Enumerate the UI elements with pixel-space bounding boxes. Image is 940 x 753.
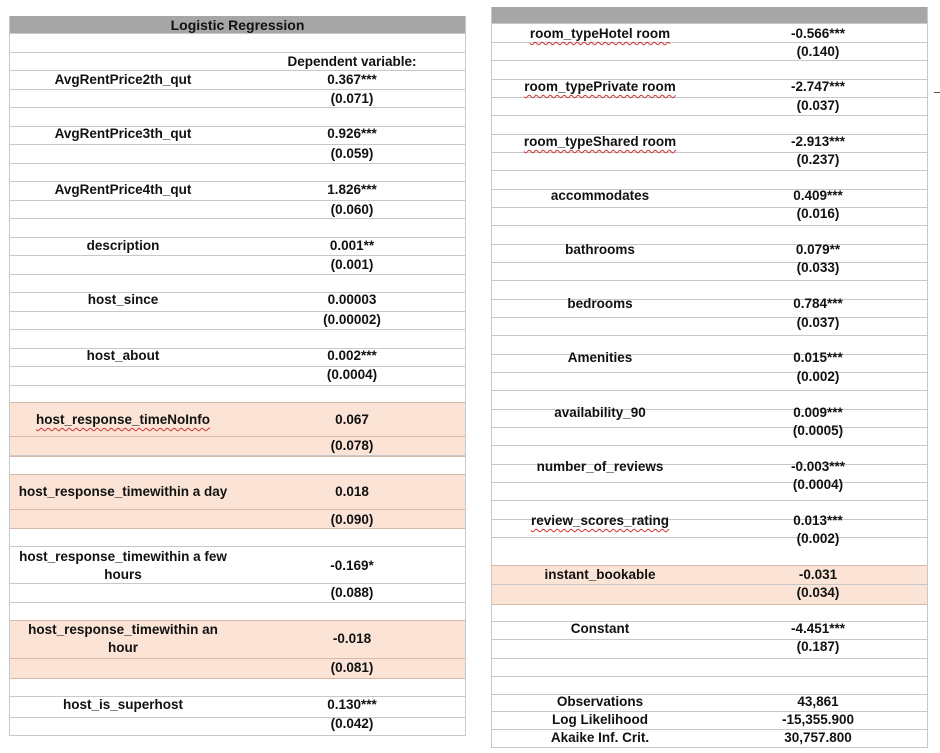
variable-name: number_of_reviews xyxy=(536,459,664,474)
coefficient: 0.002*** xyxy=(327,348,377,363)
standard-error: (0.071) xyxy=(330,91,374,106)
standard-error: (0.00002) xyxy=(323,312,381,327)
standard-error: (0.0005) xyxy=(792,423,844,438)
left-regression-table xyxy=(9,16,466,736)
variable-name: Amenities xyxy=(567,350,633,365)
standard-error: (0.0004) xyxy=(326,367,378,382)
table-header xyxy=(9,16,466,34)
standard-error: (0.090) xyxy=(330,512,374,527)
variable-name: room_typeShared room xyxy=(523,134,677,149)
variable-name: AvgRentPrice4th_qut xyxy=(54,182,192,197)
coefficient: 0.409*** xyxy=(793,188,843,203)
variable-name: host_response_timewithin an hour xyxy=(28,622,218,655)
coefficient: 0.015*** xyxy=(793,350,843,365)
variable-name: bathrooms xyxy=(565,242,635,257)
table-title: Logistic Regression xyxy=(170,17,305,33)
standard-error: (0.016) xyxy=(796,206,840,221)
variable-name: instant_bookable xyxy=(544,567,656,582)
coefficient: -0.169* xyxy=(330,558,374,573)
standard-error: (0.002) xyxy=(796,369,840,384)
variable-name: host_since xyxy=(87,292,159,307)
coefficient: 0.001** xyxy=(329,238,375,253)
variable-name: accommodates xyxy=(550,188,650,203)
standard-error: (0.002) xyxy=(796,531,840,546)
variable-name: room_typePrivate room xyxy=(524,79,676,94)
variable-name: host_is_superhost xyxy=(62,697,184,712)
standard-error: (0.081) xyxy=(330,660,374,675)
coefficient: 0.130*** xyxy=(327,697,377,712)
stat-value: 30,757.800 xyxy=(784,730,852,745)
coefficient: -2.913*** xyxy=(790,134,846,149)
right-regression-table xyxy=(491,7,928,748)
dependent-variable-label: Dependent variable: xyxy=(287,54,417,69)
coefficient: 0.784*** xyxy=(793,296,843,311)
variable-name: host_about xyxy=(86,348,160,363)
stray-dash-mark xyxy=(934,92,940,93)
standard-error: (0.042) xyxy=(330,716,374,731)
variable-name: host_response_timewithin a day xyxy=(18,484,228,499)
standard-error: (0.187) xyxy=(796,639,840,654)
coefficient: 0.067 xyxy=(335,412,369,427)
standard-error: (0.237) xyxy=(796,152,840,167)
coefficient: -2.747*** xyxy=(790,79,846,94)
standard-error: (0.037) xyxy=(796,98,840,113)
stat-value: -15,355.900 xyxy=(781,712,855,727)
variable-name: Constant xyxy=(570,621,630,636)
variable-name: description xyxy=(86,238,160,253)
variable-name: AvgRentPrice3th_qut xyxy=(54,126,192,141)
coefficient: -4.451*** xyxy=(790,621,846,636)
coefficient: 0.079** xyxy=(795,242,841,257)
standard-error: (0.033) xyxy=(796,260,840,275)
coefficient: 1.826*** xyxy=(327,182,377,197)
table-header xyxy=(491,7,928,24)
coefficient: 0.013*** xyxy=(793,513,843,528)
standard-error: (0.078) xyxy=(330,438,374,453)
coefficient: -0.018 xyxy=(332,631,372,646)
standard-error: (0.060) xyxy=(330,202,374,217)
standard-error: (0.140) xyxy=(796,44,840,59)
standard-error: (0.034) xyxy=(796,585,840,600)
stat-name: Log Likelihood xyxy=(552,712,648,727)
variable-name: bedrooms xyxy=(567,296,633,311)
standard-error: (0.001) xyxy=(330,257,374,272)
coefficient: -0.031 xyxy=(798,567,838,582)
coefficient: 0.367*** xyxy=(327,72,377,87)
variable-name: AvgRentPrice2th_qut xyxy=(54,72,192,87)
stat-value: 43,861 xyxy=(797,694,839,709)
standard-error: (0.037) xyxy=(796,315,840,330)
coefficient: -0.003*** xyxy=(790,459,846,474)
variable-name: room_typeHotel room xyxy=(529,26,671,41)
stat-name: Observations xyxy=(556,694,644,709)
coefficient: 0.926*** xyxy=(327,126,377,141)
variable-name: availability_90 xyxy=(554,405,646,420)
coefficient: -0.566*** xyxy=(790,26,846,41)
coefficient: 0.009*** xyxy=(793,405,843,420)
standard-error: (0.0004) xyxy=(792,477,844,492)
variable-name: host_response_timewithin a few hours xyxy=(19,549,227,582)
variable-name: review_scores_rating xyxy=(530,513,670,528)
standard-error: (0.088) xyxy=(330,585,374,600)
stat-name: Akaike Inf. Crit. xyxy=(550,730,650,745)
coefficient: 0.00003 xyxy=(327,292,377,307)
coefficient: 0.018 xyxy=(335,484,369,499)
standard-error: (0.059) xyxy=(330,146,374,161)
variable-name: host_response_timeNoInfo xyxy=(35,412,211,427)
